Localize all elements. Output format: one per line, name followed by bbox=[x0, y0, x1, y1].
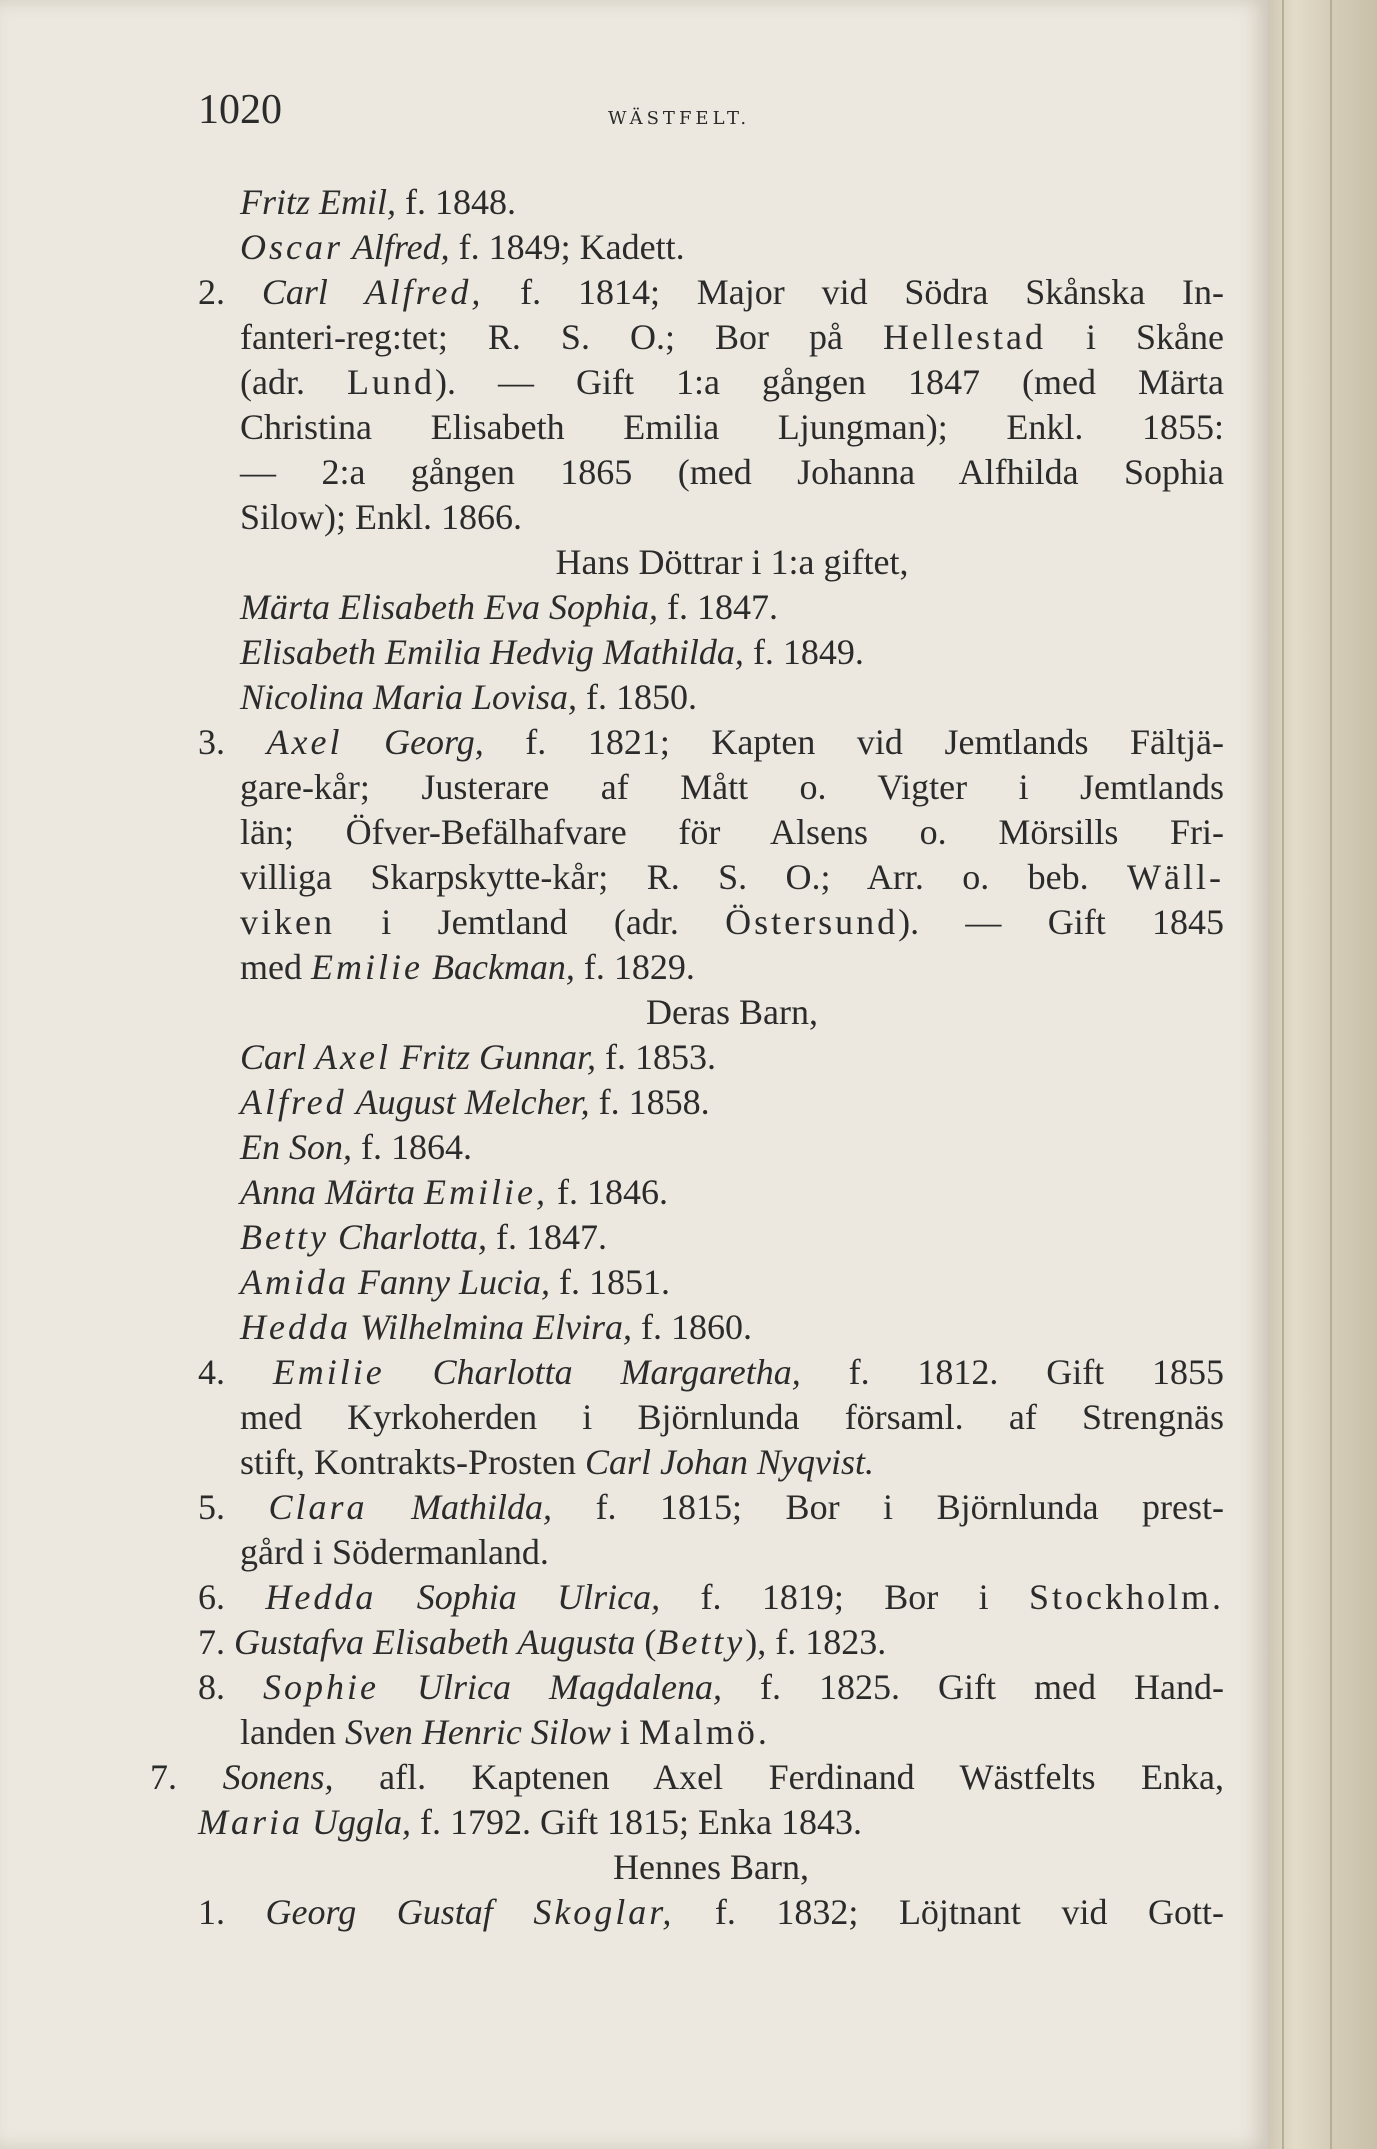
text-line: 2. Carl Alfred, f. 1814; Major vid Södra Skånska In- bbox=[198, 272, 1225, 312]
spine-edge bbox=[1330, 0, 1332, 2149]
text-line: Alfred August Melcher, f. 1858. bbox=[240, 1082, 710, 1122]
text-line: — 2:a gången 1865 (med Johanna Alfhilda Sophia bbox=[240, 452, 1224, 492]
text-line: villiga Skarpskytte-kår; R. S. O.; Arr. o. beb. Wäll- bbox=[240, 857, 1224, 897]
text-line: landen Sven Henric Silow i Malmö. bbox=[240, 1712, 770, 1752]
text-line: gare-kår; Justerare af Mått o. Vigter i Jemtlands bbox=[240, 767, 1224, 807]
text-line: 1. Georg Gustaf Skoglar, f. 1832; Löjtnant vid Gott- bbox=[198, 1892, 1224, 1932]
text-line: 8. Sophie Ulrica Magdalena, f. 1825. Gift med Hand- bbox=[198, 1667, 1224, 1707]
section-heading: Hennes Barn, bbox=[613, 1847, 809, 1887]
text-line: län; Öfver-Befälhafvare för Alsens o. Mörsills Fri- bbox=[240, 812, 1224, 852]
text-line: med Emilie Backman, f. 1829. bbox=[240, 947, 695, 987]
text-line: (adr. Lund). — Gift 1:a gången 1847 (med Märta bbox=[240, 362, 1225, 402]
running-title: WÄSTFELT. bbox=[608, 108, 751, 129]
text-line: Hedda Wilhelmina Elvira, f. 1860. bbox=[240, 1307, 752, 1347]
text-line: Nicolina Maria Lovisa, f. 1850. bbox=[240, 677, 698, 717]
text-line: Amida Fanny Lucia, f. 1851. bbox=[240, 1262, 670, 1302]
text-line: En Son, f. 1864. bbox=[240, 1127, 472, 1167]
text-line: med Kyrkoherden i Björnlunda församl. af Strengnäs bbox=[240, 1397, 1224, 1437]
text-line: Christina Elisabeth Emilia Ljungman); Enkl. 1855: bbox=[240, 407, 1224, 447]
text-line: 3. Axel Georg, f. 1821; Kapten vid Jemtlands Fältjä- bbox=[198, 722, 1225, 762]
text-line: Fritz Emil, f. 1848. bbox=[240, 182, 517, 222]
text-line: 6. Hedda Sophia Ulrica, f. 1819; Bor i Stockholm. bbox=[198, 1577, 1224, 1617]
section-heading: Hans Döttrar i 1:a giftet, bbox=[555, 542, 909, 582]
text-line: Elisabeth Emilia Hedvig Mathilda, f. 1849. bbox=[240, 632, 864, 672]
spine-edge bbox=[1282, 0, 1284, 2149]
section-heading: Deras Barn, bbox=[646, 992, 818, 1032]
book-spine bbox=[1268, 0, 1377, 2149]
text-line: Oscar Alfred, f. 1849; Kadett. bbox=[240, 227, 685, 267]
text-line: 4. Emilie Charlotta Margaretha, f. 1812. Gift 1855 bbox=[198, 1352, 1224, 1392]
page-header bbox=[198, 86, 1128, 136]
text-line: fanteri-reg:tet; R. S. O.; Bor på Hellestad i Skåne bbox=[240, 317, 1225, 357]
text-line: Betty Charlotta, f. 1847. bbox=[240, 1217, 607, 1257]
text-line: gård i Södermanland. bbox=[240, 1532, 549, 1572]
text-line: Carl Axel Fritz Gunnar, f. 1853. bbox=[240, 1037, 717, 1077]
text-line: Silow); Enkl. 1866. bbox=[240, 497, 523, 537]
text-line: Anna Märta Emilie, f. 1846. bbox=[240, 1172, 668, 1212]
text-line: stift, Kontrakts-Prosten Carl Johan Nyqvist. bbox=[240, 1442, 874, 1482]
text-line: 5. Clara Mathilda, f. 1815; Bor i Björnlunda prest- bbox=[198, 1487, 1225, 1527]
text-line: viken i Jemtland (adr. Östersund). — Gift 1845 bbox=[240, 902, 1224, 942]
page-number: 1020 bbox=[198, 87, 282, 133]
text-line: 7. Gustafva Elisabeth Augusta (Betty), f. 1823. bbox=[198, 1622, 887, 1662]
text-line: Märta Elisabeth Eva Sophia, f. 1847. bbox=[240, 587, 778, 627]
text-line: 7. Sonens, afl. Kaptenen Axel Ferdinand Wästfelts Enka, bbox=[150, 1757, 1225, 1797]
text-line: Maria Uggla, f. 1792. Gift 1815; Enka 1843. bbox=[198, 1802, 862, 1842]
